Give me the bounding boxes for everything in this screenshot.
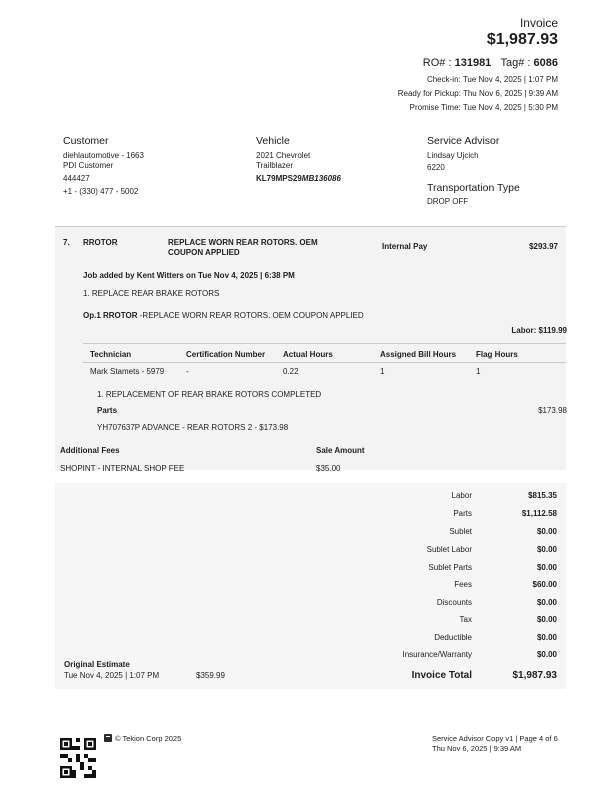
vehicle-year-make: 2021 Chevrolet <box>256 151 311 160</box>
totals-value-fees: $60.00 <box>532 580 557 589</box>
job-amount: $293.97 <box>529 242 558 251</box>
invoice-title: Invoice <box>519 16 558 30</box>
additional-fees-heading: Additional Fees <box>60 446 120 455</box>
job-description-line1: REPLACE WORN REAR ROTORS. OEM <box>168 238 318 247</box>
totals-label-fees: Fees <box>454 580 472 589</box>
totals-value-labor: $815.35 <box>528 491 557 500</box>
totals-value-parts: $1,112.58 <box>521 509 557 518</box>
labor-table-actual-hours: 0.22 <box>283 367 299 376</box>
labor-table-header-flag-hours: Flag Hours <box>476 350 518 359</box>
totals-value-deductible: $0.00 <box>536 633 557 642</box>
fee-item-amount: $35.00 <box>316 464 341 473</box>
transportation-type-heading: Transportation Type <box>427 182 520 194</box>
customer-phone: +1 - (330) 477 - 5002 <box>63 187 139 196</box>
qr-code <box>60 738 96 778</box>
totals-value-insurance-warranty: $0.00 <box>536 650 557 659</box>
original-estimate-date: Tue Nov 4, 2025 | 1:07 PM <box>64 671 160 680</box>
invoice-total-label: Invoice Total <box>411 670 472 681</box>
transportation-type-value: DROP OFF <box>427 197 469 206</box>
footer-printed-date: Thu Nov 6, 2025 | 9:39 AM <box>432 744 522 753</box>
labor-table-technician: Mark Stamets - 5979 <box>90 367 165 376</box>
parts-amount: $173.98 <box>538 406 567 415</box>
service-advisor-name: Lindsay Ujcich <box>427 151 479 160</box>
job-labor-total: Labor: $119.99 <box>511 326 567 335</box>
promise-time: Promise Time: Tue Nov 4, 2025 | 5:30 PM <box>409 103 558 112</box>
totals-label-sublet-parts: Sublet Parts <box>428 563 472 572</box>
footer-copy-info: Service Advisor Copy v1 | Page 4 of 6 <box>432 734 558 743</box>
totals-label-insurance-warranty: Insurance/Warranty <box>402 650 472 659</box>
tekion-logo-icon <box>104 734 112 742</box>
totals-label-deductible: Deductible <box>434 633 472 642</box>
tag-label: Tag# : <box>500 57 534 69</box>
tag-number: 6086 <box>533 57 558 69</box>
labor-table-certification: - <box>186 367 189 376</box>
labor-table-header-actual-hours: Actual Hours <box>283 350 333 359</box>
fee-item-name: SHOPINT - INTERNAL SHOP FEE <box>60 464 185 473</box>
labor-table-header-certification: Certification Number <box>186 350 266 359</box>
customer-type: PDI Customer <box>63 161 114 170</box>
job-number: 7. <box>63 238 70 247</box>
service-advisor-heading: Service Advisor <box>427 135 500 147</box>
sale-amount-heading: Sale Amount <box>316 446 365 455</box>
totals-label-sublet: Sublet <box>449 527 472 536</box>
totals-value-tax: $0.00 <box>536 615 557 624</box>
totals-label-parts: Parts <box>453 509 472 518</box>
job-pay-type: Internal Pay <box>382 242 428 251</box>
vin-prefix: KL79MPS29 <box>256 174 302 183</box>
invoice-total-value: $1,987.93 <box>512 670 557 681</box>
job-section-background <box>55 226 566 470</box>
operation-code: Op.1 RROTOR <box>83 311 138 320</box>
invoice-total-header: $1,987.93 <box>486 31 558 48</box>
vehicle-model: Trailblazer <box>256 161 294 170</box>
totals-label-discounts: Discounts <box>436 598 472 607</box>
labor-table-header-technician: Technician <box>90 350 132 359</box>
totals-value-sublet-labor: $0.00 <box>536 545 557 554</box>
job-added-by: Job added by Kent Witters on Tue Nov 4, 2025 | 6:38 PM <box>83 271 295 280</box>
original-estimate-heading: Original Estimate <box>64 660 130 669</box>
vehicle-heading: Vehicle <box>256 135 290 147</box>
vin-suffix: MB136086 <box>301 174 341 183</box>
labor-table-flag-hours: 1 <box>476 367 481 376</box>
labor-table-top-rule <box>83 343 566 344</box>
ro-number: 131981 <box>454 57 492 69</box>
vehicle-vin <box>256 174 341 183</box>
operation-line <box>83 311 364 320</box>
job-description-line2: COUPON APPLIED <box>168 248 240 257</box>
operation-description: -REPLACE WORN REAR ROTORS. OEM COUPON APPLIED <box>137 311 364 320</box>
service-advisor-id: 6220 <box>427 163 445 172</box>
totals-value-sublet-parts: $0.00 <box>536 563 557 572</box>
footer-copyright: © Tekion Corp 2025 <box>115 734 182 743</box>
totals-label-labor: Labor <box>451 491 472 500</box>
parts-label: Parts <box>97 406 118 415</box>
totals-value-sublet: $0.00 <box>536 527 557 536</box>
customer-name: diehlautomotive - 1663 <box>63 151 144 160</box>
check-in-time: Check-in: Tue Nov 4, 2025 | 1:07 PM <box>426 75 558 84</box>
job-concern: 1. REPLACE REAR BRAKE ROTORS <box>83 289 220 298</box>
ro-label: RO# : <box>422 57 455 69</box>
customer-id: 444427 <box>63 174 90 183</box>
customer-heading: Customer <box>63 135 109 147</box>
totals-label-sublet-labor: Sublet Labor <box>426 545 472 554</box>
job-section-divider <box>55 226 566 227</box>
totals-value-discounts: $0.00 <box>536 598 557 607</box>
labor-table-header-rule <box>83 362 566 363</box>
original-estimate-amount: $359.99 <box>196 671 225 680</box>
labor-table-assigned-bill-hours: 1 <box>380 367 385 376</box>
labor-table-header-assigned-bill-hours: Assigned Bill Hours <box>380 350 457 359</box>
totals-label-tax: Tax <box>459 615 472 624</box>
totals-section-background <box>55 483 566 689</box>
part-line: YH707637P ADVANCE - REAR ROTORS 2 - $173.98 <box>97 423 289 432</box>
ro-tag-line <box>423 57 558 69</box>
ready-for-pickup-time: Ready for Pickup: Thu Nov 6, 2025 | 9:39 AM <box>397 89 558 98</box>
job-code: RROTOR <box>83 238 118 247</box>
job-correction: 1. REPLACEMENT OF REAR BRAKE ROTORS COMPLETED <box>97 390 322 399</box>
